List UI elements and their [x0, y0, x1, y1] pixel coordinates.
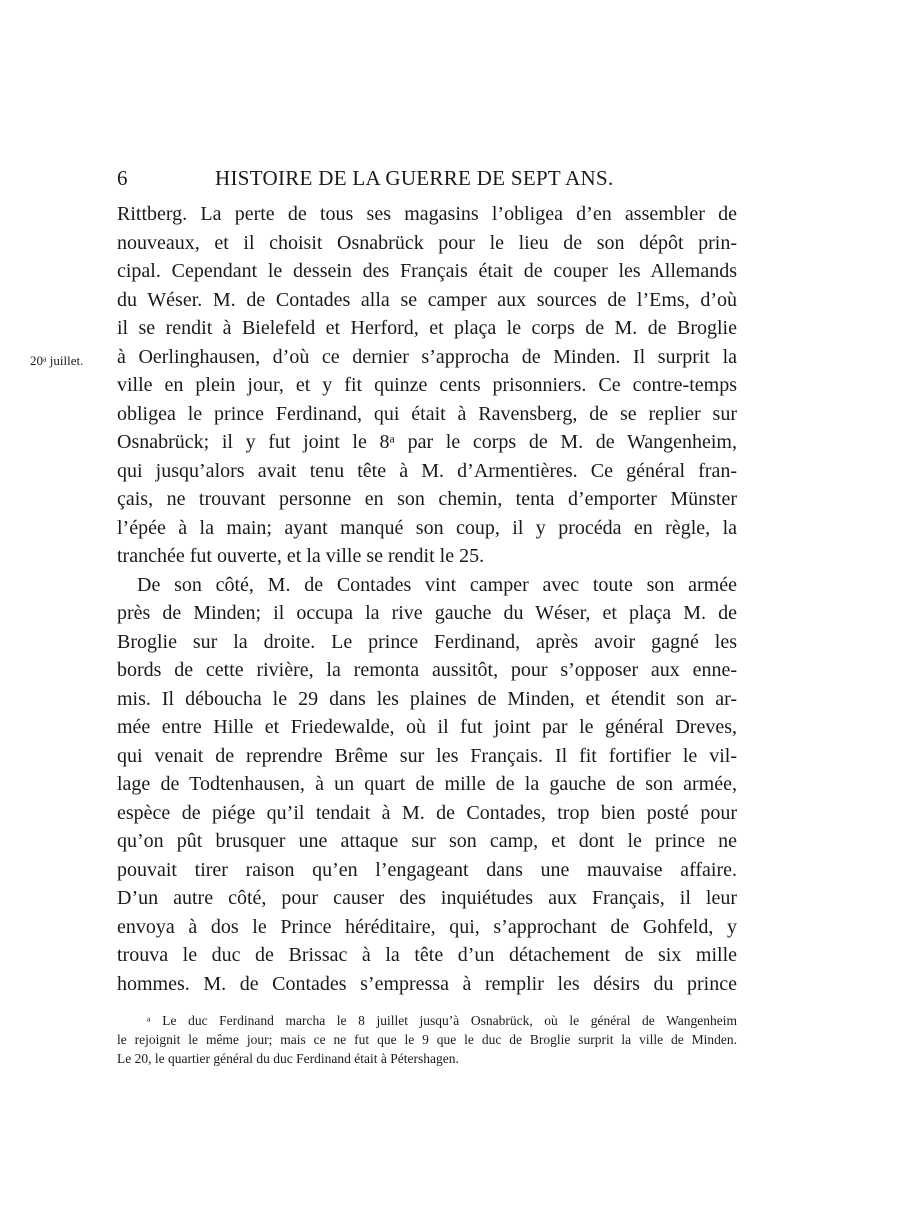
text-line: tranchée fut ouverte, et la ville se rendit le 25.: [117, 545, 485, 567]
footnote-line: le rejoignit le même jour; mais ce ne fut que le 9 que le duc de Broglie surprit la ville de Minden.: [117, 1032, 737, 1047]
text-line: du Wéser. M. de Contades alla se camper aux sources de l’Ems, d’où: [117, 288, 737, 311]
margin-note: 20ᵃ juillet.: [30, 353, 84, 368]
text-line: trouva le duc de Brissac à la tête d’un détachement de six mille: [117, 944, 737, 966]
text-line: çais, ne trouvant personne en son chemin, tenta d’emporter Münster: [117, 488, 737, 510]
page-number: 6: [117, 166, 128, 190]
text-line: De son côté, M. de Contades vint camper avec toute son armée: [137, 573, 737, 596]
text-line: qu’on pût brusquer une attaque sur son camp, et dont le prince ne: [117, 830, 737, 852]
text-line: cipal. Cependant le dessein des Français était de couper les Allemands: [117, 260, 737, 282]
text-line: ville en plein jour, et y fit quinze cents prisonniers. Ce contre-temps: [117, 374, 737, 396]
text-line: Osnabrück; il y fut joint le 8ᵃ par le corps de M. de Wangenheim,: [117, 431, 737, 453]
footnote: [117, 1011, 737, 1068]
footnote-line: Le 20, le quartier général du duc Ferdinand était à Pétershagen.: [117, 1051, 459, 1066]
text-line: à Oerlinghausen, d’où ce dernier s’approcha de Minden. Il surprit la: [117, 345, 737, 368]
body-text: [117, 200, 737, 998]
text-line: espèce de piége qu’il tendait à M. de Contades, trop bien posté pour: [117, 801, 737, 824]
text-line: qui venait de reprendre Brême sur les Français. Il fit fortifier le vil-: [117, 744, 737, 767]
text-line: pouvait tirer raison qu’en l’engageant dans une mauvaise affaire.: [117, 858, 737, 881]
text-line: l’épée à la main; ayant manqué son coup, il y procéda en règle, la: [117, 516, 737, 539]
text-line: mis. Il déboucha le 29 dans les plaines de Minden, et étendit son ar-: [117, 687, 737, 710]
text-line: bords de cette rivière, la remonta aussitôt, pour s’opposer aux enne-: [117, 659, 737, 681]
text-line: mée entre Hille et Friedewalde, où il fut joint par le général Dreves,: [117, 716, 737, 738]
text-line: Broglie sur la droite. Le prince Ferdinand, après avoir gagné les: [117, 630, 737, 653]
text-line: D’un autre côté, pour causer des inquiétudes aux Français, il leur: [117, 887, 737, 909]
text-line: Rittberg. La perte de tous ses magasins l’obligea d’en assembler de: [117, 203, 737, 225]
text-line: il se rendit à Bielefeld et Herford, et plaça le corps de M. de Broglie: [117, 317, 737, 339]
running-title: HISTOIRE DE LA GUERRE DE SEPT ANS.: [215, 166, 614, 190]
text-line: obligea le prince Ferdinand, qui était à Ravensberg, de se replier sur: [117, 402, 737, 425]
text-line: près de Minden; il occupa la rive gauche du Wéser, et plaça M. de: [117, 602, 737, 624]
text-line: hommes. M. de Contades s’empressa à remplir les désirs du prince: [117, 972, 737, 995]
text-line: envoya à dos le Prince héréditaire, qui, s’approchant de Gohfeld, y: [117, 915, 737, 938]
page-header: [117, 166, 737, 196]
text-line: nouveaux, et il choisit Osnabrück pour le lieu de son dépôt prin-: [117, 231, 737, 254]
text-line: lage de Todtenhausen, à un quart de mille de la gauche de son armée,: [117, 773, 737, 795]
text-line: qui jusqu’alors avait tenu tête à M. d’Armentières. Ce général fran-: [117, 459, 737, 482]
footnote-line: ᵃ Le duc Ferdinand marcha le 8 juillet jusqu’à Osnabrück, où le général de Wangenheim: [147, 1013, 737, 1028]
